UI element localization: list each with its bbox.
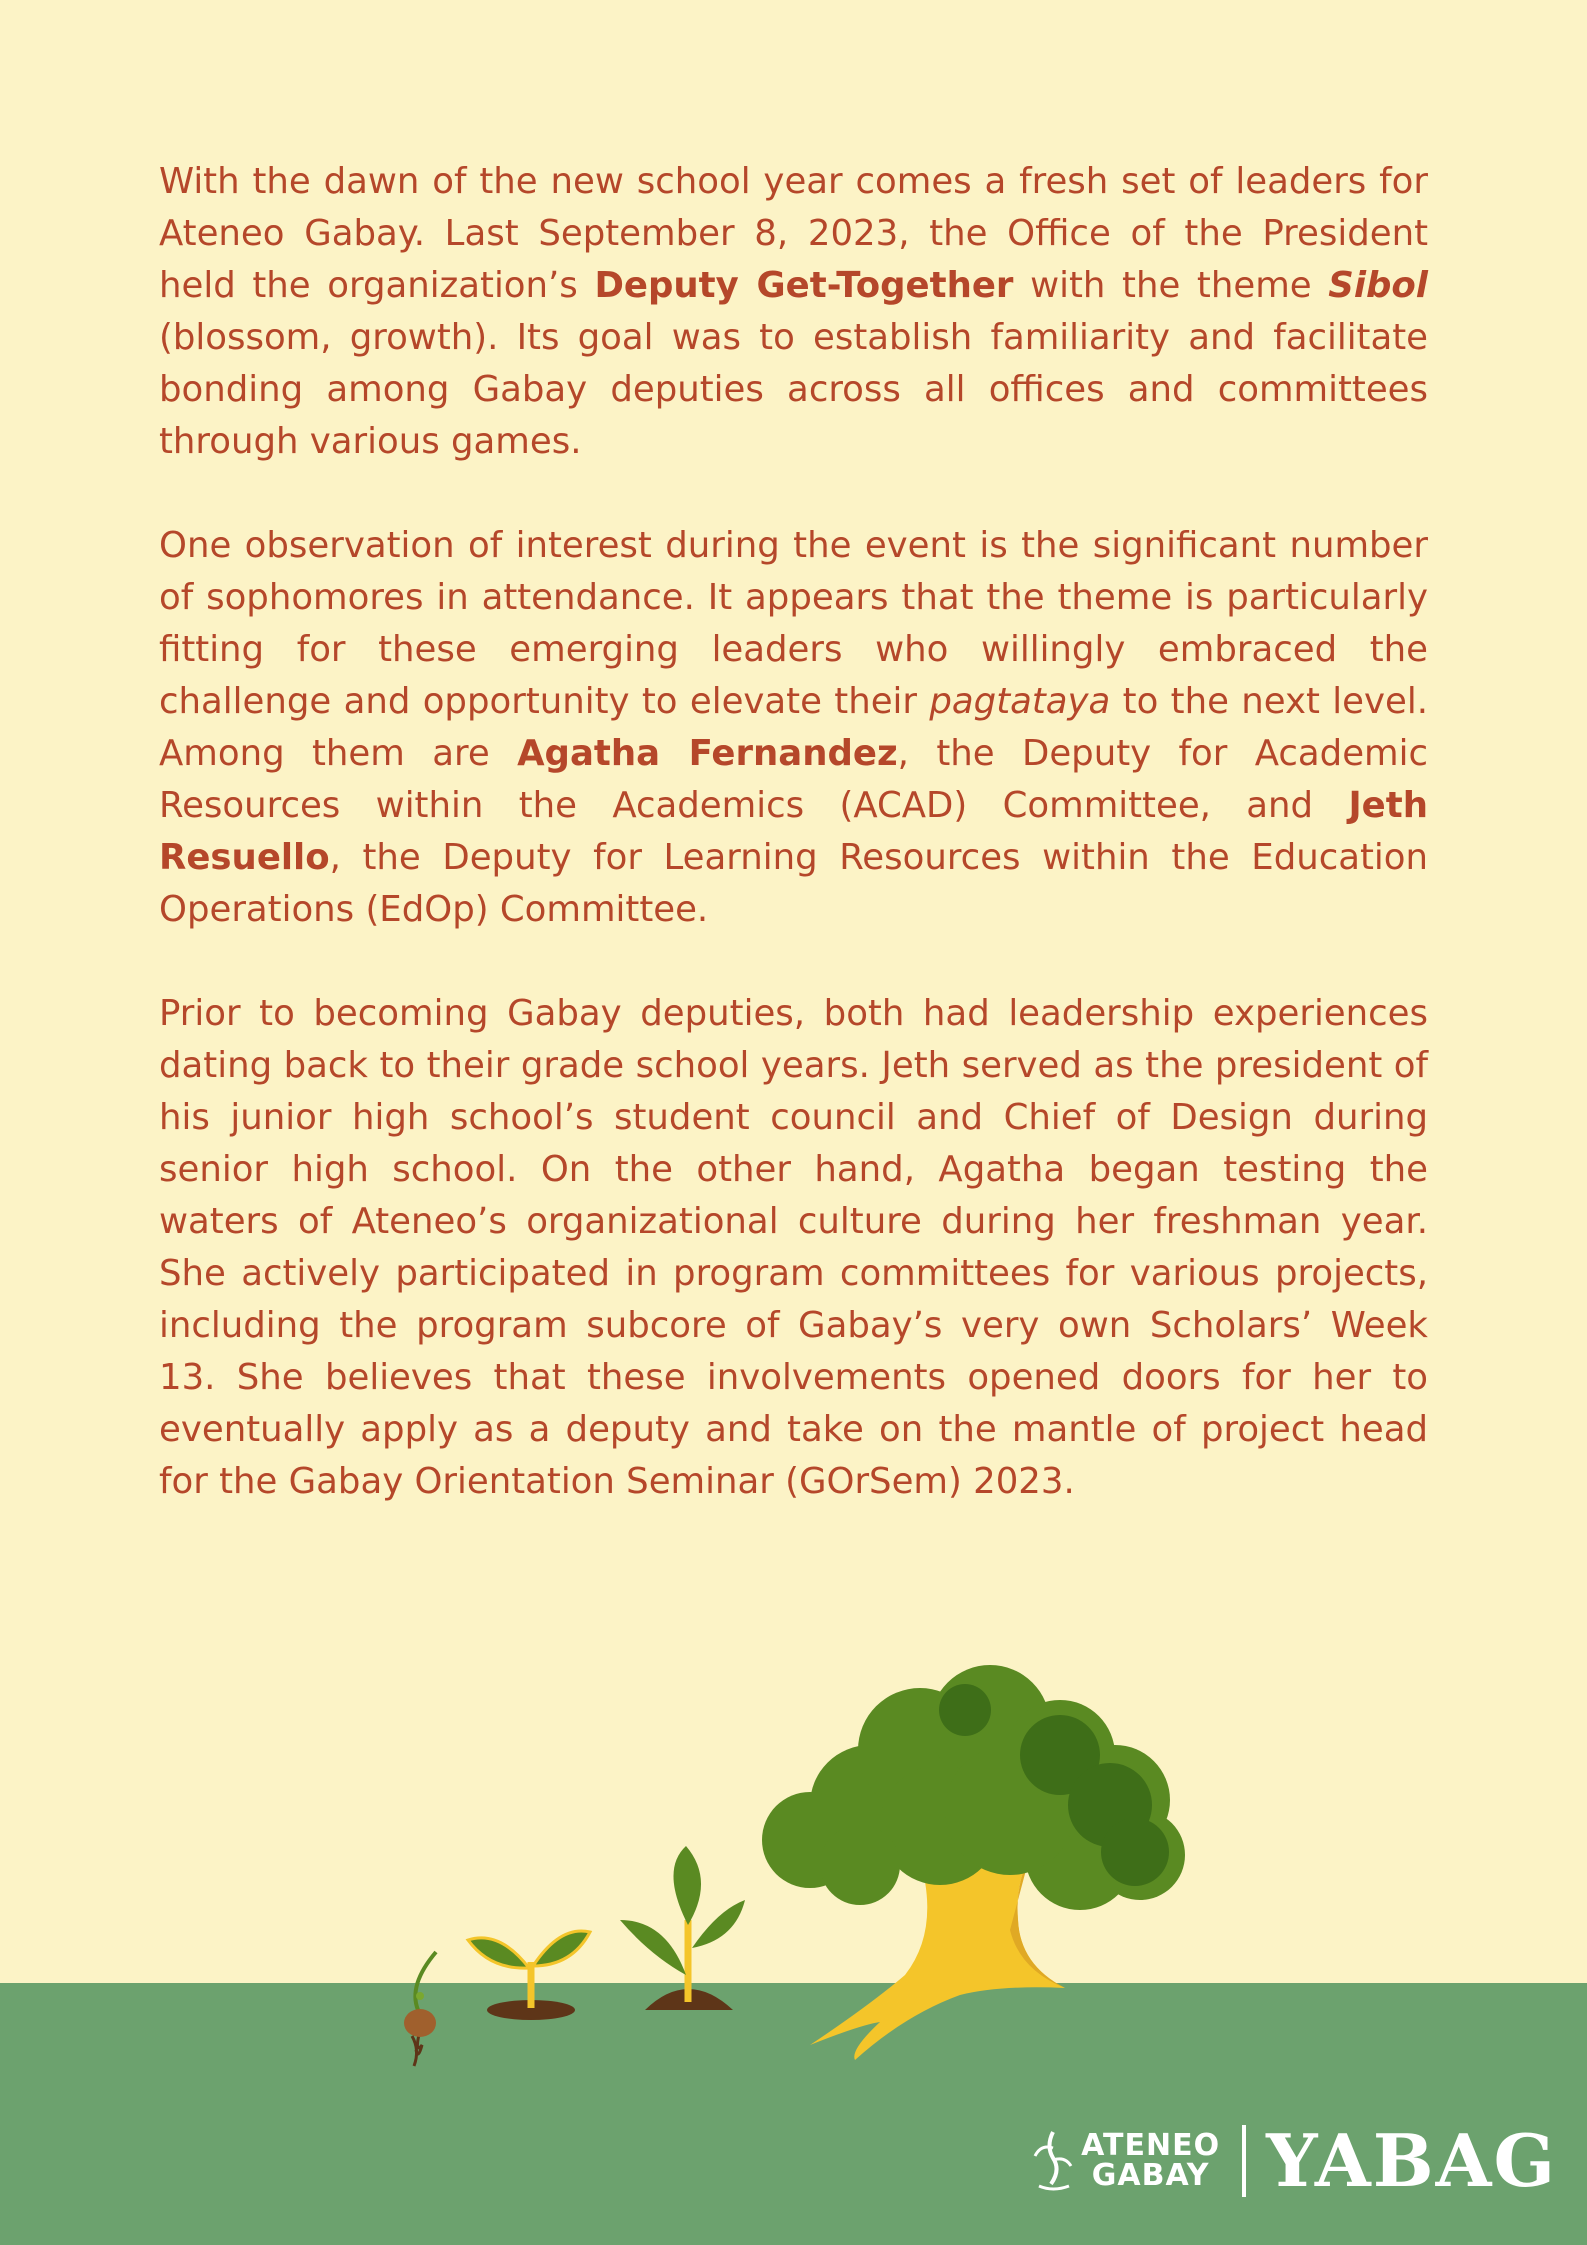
logo-divider (1242, 2125, 1246, 2197)
paragraph-2-text: , the Deputy for Learning Resources within the Education Operations (EdOp) Committee. (159, 837, 1428, 930)
sapling-icon (620, 1846, 745, 2010)
paragraph-2-text: to the next level. Among them are (159, 681, 1428, 774)
publication-logo (1031, 2118, 1557, 2203)
paragraph-2-text: One observation of interest during the event is the significant number of sophomores in attendance. It appears that the theme is particularly fitting for these emerging leaders who willingly embraced the challenge and opportunity to elevate their (159, 525, 1428, 722)
org-name (1081, 2128, 1221, 2193)
person-name-jeth: Jeth Resuello (159, 785, 1428, 878)
paragraph-2 (159, 520, 1428, 936)
tree-icon (762, 1665, 1185, 2060)
org-name-line-2: GABAY (1091, 2158, 1210, 2193)
event-name: Deputy Get-Together (594, 265, 1014, 306)
seedling-icon (468, 1931, 590, 2020)
publication-name: YABAG (1266, 2118, 1557, 2203)
gabay-emblem-icon (1031, 2126, 1075, 2196)
seed-icon (404, 1952, 436, 2066)
article-body (159, 156, 1428, 1560)
emphasized-term: pagtataya (929, 681, 1111, 722)
paragraph-1 (159, 156, 1428, 468)
paragraph-2-text: , the Deputy for Academic Resources within the Academics (ACAD) Committee, and (159, 733, 1428, 826)
event-theme: Sibol (1328, 265, 1428, 306)
org-name-line-1: ATENEO (1081, 2128, 1221, 2163)
paragraph-3-text: Prior to becoming Gabay deputies, both had leadership experiences dating back to their grade school years. Jeth served as the president of his junior high school’s student council and Chief of Design during senior high school. On the other hand, Agatha began testing the waters of Ateneo’s organizational culture during her freshman year. She actively participated in program committees for various projects, including the program subcore of Gabay’s very own Scholars’ Week 13. She believes that these involvements opened doors for her to eventually apply as a deputy and take on the mantle of project head for the Gabay Orientation Seminar (GOrSem) 2023. (159, 993, 1428, 1502)
paragraph-1-text: (blossom, growth). Its goal was to establish familiarity and facilitate bonding among Gabay deputies across all offices and committees through various games. (159, 317, 1428, 462)
growth-illustration (0, 1630, 1587, 2070)
person-name-agatha: Agatha Fernandez (517, 733, 898, 774)
paragraph-1-text: with the theme (1013, 265, 1329, 306)
paragraph-3 (159, 988, 1428, 1508)
paragraph-1-text: With the dawn of the new school year comes a fresh set of leaders for Ateneo Gabay. Last September 8, 2023, the Office of the President held the organization’s (159, 161, 1428, 306)
